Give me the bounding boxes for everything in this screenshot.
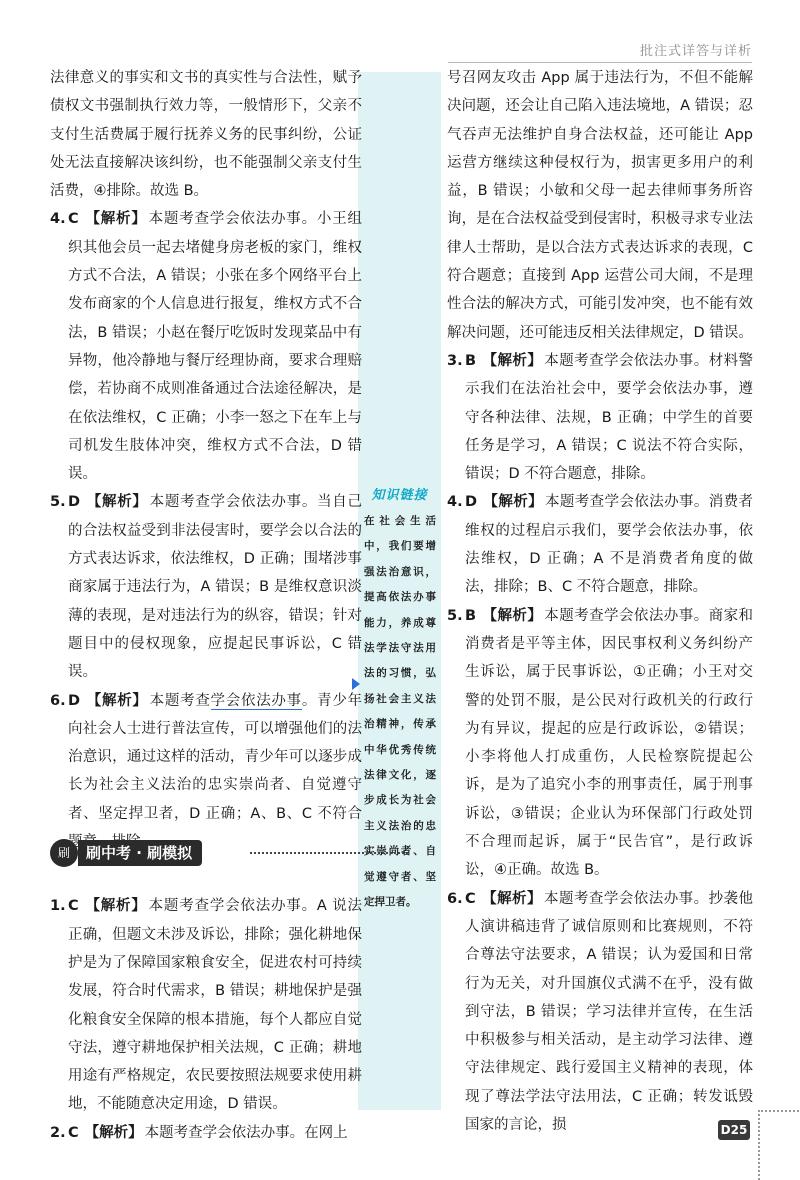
answer-letter: D [465,494,478,511]
mock-item-1 [50,892,362,1118]
section-dotted-line [250,852,408,854]
analysis-tag: 【解析】 [481,890,542,907]
answer-letter: C [68,1124,79,1141]
highlighted-phrase: 学会依法办事 [210,692,302,709]
mock-item-3 [447,347,753,488]
item-number: 3. [447,352,463,369]
answer-item-4 [50,205,362,488]
mock-item-2 [50,1119,362,1147]
item-number: 6. [447,890,463,907]
mock-item-6 [447,885,753,1140]
item-number: 4. [447,494,463,511]
analysis-text-post: 。青少年向社会人士进行普法宣传，可以增强他们的法治意识，通过这样的活动，青少年可以逐步成长为社会主义法治的忠实崇尚者、自觉遵守者、坚定捍卫者，D 正确；A、B、C 不符合题 [68,692,363,851]
answer-letter: D [68,692,81,709]
analysis-tag: 【解析】 [482,607,543,624]
answer-item-5 [50,488,362,686]
item-number: 2. [50,1124,66,1141]
answer-letter: C [68,898,79,915]
mock-item-5 [447,602,753,885]
analysis-tag: 【解析】 [84,898,147,915]
continued-paragraph: 法律意义的事实和文书的真实性与合法性，赋予债权文书强制执行效力等，一般情形下，父亲不支付生活费属于履行抚养义务的民事纠纷，公证处无法直接解决该纠纷，也不能强制父亲支付生活费，④排除。故选 B。 [50,70,362,200]
answer-letter: C [465,890,476,907]
corner-dotted-decoration [758,1110,800,1180]
analysis-tag: 【解析】 [84,1124,143,1141]
analysis-text: 本题考查学会依法办事。消费者维权的过程启示我们，要学会依法办事，依法维权，D 正确；A 不是消费者角度的做法，排除；B、C 不符合题意，排除。 [465,494,754,596]
analysis-tag: 【解析】 [482,352,543,369]
page-number: D25 [718,1120,750,1140]
left-column [50,64,362,1147]
analysis-tag: 【解析】 [483,494,543,511]
item-number: 5. [50,494,66,511]
section-header [50,839,362,867]
item-number: 6. [50,692,66,709]
header-divider [448,62,752,63]
analysis-text: 本题考查学会依法办事。小王组织其他会员一起去堵健身房老板的家门，维权方式不合法，A 错误；小张在多个网络平台上发布商家的个人信息进行报复，维权方式不合法，B 错误；小赵在餐厅吃饭时发现菜品中有异物，他冷静地与餐厅经理协商，要求合理赔偿，若协商不成则准备通过合法途径解决，是在依法维权，C 正确；小李一怒之下在车上与司机发生肢体冲突，维权方式不合法，D 错误。 [68,211,362,483]
section-title: 刷中考 · 刷模拟 [78,840,202,866]
item-number: 5. [447,607,463,624]
analysis-tag: 【解析】 [86,692,148,709]
answer-letter: B [465,607,477,624]
item-number: 4. [50,211,66,228]
answer-letter: B [465,352,477,369]
brush-icon: 刷 [50,839,78,867]
right-column [447,64,753,1139]
analysis-tag: 【解析】 [86,494,148,511]
analysis-text: 本题考查学会依法办事。抄袭他人演讲稿违背了诚信原则和比赛规则，不符合尊法守法要求，A 错误；认为爱国和日常行为无关，对升国旗仪式满不在乎，没有做到守法，B 错误；学习法律并宣传，在生活中积极参与相关活动，是主动学习法律、遵守法律规定、践行爱国主义精神的表现，体现了尊法学法守法用法，C 正确；转发诋毁国家的言论，损 [465,890,754,1133]
answer-letter: D [68,494,81,511]
header-title: 批注式详答与详析 [639,44,752,59]
mock-item-4 [447,488,753,601]
sidebar-heading: 知识链接 [371,488,428,503]
analysis-text: 本题考查学会依法办事。当自己的合法权益受到非法侵害时，要学会以合法的方式表达诉求，依法维权，D 正确；围堵涉事商家属于违法行为，A 错误；B 是维权意识淡薄的表现，是对违法行为的纵容，错误；针对题目中的侵权现象，应提起民事诉讼，C 错误。 [68,494,363,681]
analysis-text-pre: 本题考查 [149,692,211,709]
answer-letter: C [68,211,79,228]
analysis-text: 本题考查学会依法办事。在网上 [144,1124,348,1141]
analysis-text: 本题考查学会依法办事。商家和消费者是平等主体，因民事权利义务纠纷产生诉讼，属于民事诉讼，①正确；小王对交警的处罚不服，是公民对行政机关的行政行为有异议，提起的应是行政诉讼，②错误；小李将他人打成重伤，人民检察院提起公诉，是为了追究小李的刑事责任，属于刑事诉讼，③错误；企业认为环保部门行政处罚不合理而起诉，属于“民告官”，是行政诉讼，④正确。故选 B。 [465,607,754,879]
analysis-text: 本题考查学会依法办事。材料警示我们在法治社会中，要学会依法办事，遵守各种法律、法规，B 正确；中学生的首要任务是学习，A 错误；C 说法不符合实际，错误；D 不符合题意，排除。 [465,352,754,483]
sidebar-text: 在社会生活中，我们要增强法治意识，提高依法办事能力，养成尊法学法守法用法的习惯，弘扬社会主义法治精神，传承中华优秀传统法律文化，逐步成长为社会主义法治的忠实崇尚者、自觉遵守者、坚定捍卫者。 [364,515,436,909]
item-number: 1. [50,898,66,915]
continued-paragraph: 号召网友攻击 App 属于违法行为，不但不能解决问题，还会让自己陷入违法境地，A 错误；忍气吞声无法维护自身合法权益，还可能让 App 运营方继续这种侵权行为，损害更多用户的利益，B 错误；小敏和父母一起去律师事务所咨询，是在合法权益受到侵害时，积极寻求专业法律人士帮助，是以合法方式表达诉求的表现，C 符合题意；直接到 App 运营公司大闹，不是理性合法的解决方式，可能引发冲突，也不能有效解决问题，还可能违反相关法律规定，D 错误。 [447,70,753,341]
answer-item-6 [50,687,362,857]
analysis-tag: 【解析】 [84,211,147,228]
analysis-text: 本题考查学会依法办事。A 说法正确，但题文未涉及诉讼，排除；强化耕地保护是为了保障国家粮食安全，促进农村可持续发展，符合时代需求，B 错误；耕地保护是强化粮食安全保障的根本措施，每个人都应自觉守法，遵守耕地保护相关法规，C 正确；耕地用途有严格规定，农民要按照法规要求使用耕地，不能随意决定用途，D 错误。 [68,898,363,1113]
